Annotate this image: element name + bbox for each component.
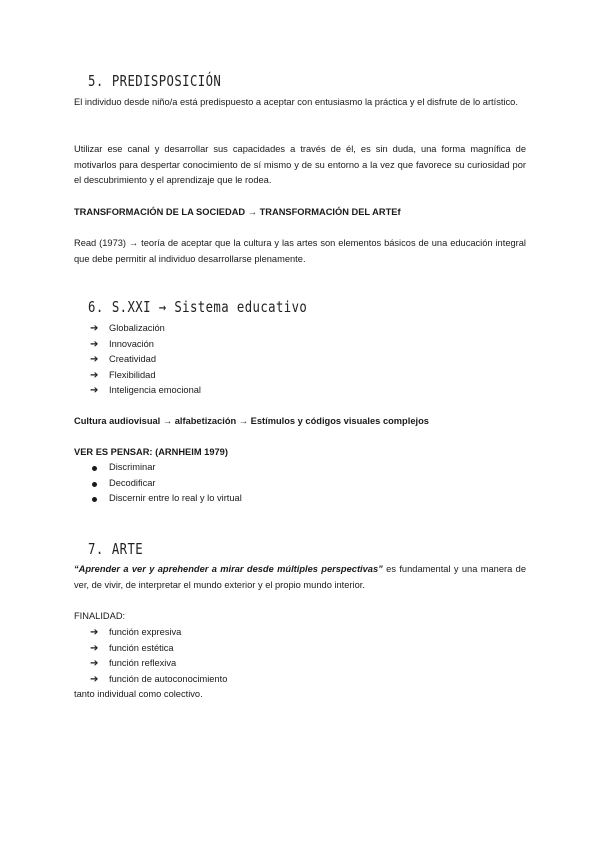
ver-es-pensar-list (90, 460, 242, 507)
list-item-label: función reflexiva (109, 658, 177, 668)
list-item-label: Decodificar (109, 477, 156, 488)
cultura-audiovisual-line: Cultura audiovisual → alfabetización → Estímulos y códigos visuales complejos (74, 416, 429, 426)
arrow-bullet-icon: ➔ (90, 673, 99, 685)
dot-bullet-icon (92, 497, 97, 502)
finalidad-label: FINALIDAD: (74, 611, 126, 621)
list-item-label: función estética (109, 642, 174, 653)
list-item-label: Inteligencia emocional (109, 385, 201, 395)
list-item (90, 460, 242, 476)
ver-es-pensar-heading: VER ES PENSAR: (ARNHEIM 1979) (74, 447, 228, 457)
section-7-number: 7. (88, 540, 104, 558)
arrow-bullet-icon: ➔ (90, 323, 99, 334)
read-paragraph: Read (1973) → teoría de aceptar que la cultura y las artes son elementos básicos de una educación integral que debe permitir al individuo desarrollarse plenamente. (74, 238, 526, 264)
list-item (90, 383, 201, 399)
transformacion-line: TRANSFORMACIÓN DE LA SOCIEDAD → TRANSFORMACIÓN DEL ARTEf (74, 207, 401, 217)
arte-paragraph (74, 562, 526, 593)
list-item-label: función de autoconocimiento (109, 673, 228, 684)
arrow-bullet-icon: ➔ (90, 658, 99, 669)
arte-quote: “Aprender a ver y aprehender a mirar desde múltiples perspectivas” (74, 564, 383, 574)
list-item (90, 368, 201, 384)
section-5-paragraph-2: Utilizar ese canal y desarrollar sus capacidades a través de él, es sin duda, una forma magnífica de motivarlos para despertar conocimiento de sí mismo y de su entorno a la vez que favorece su curiosidad por el descubrimiento y el aprendizaje que le rodea. (74, 144, 526, 185)
section-5-paragraph-1: El individuo desde niño/a está predispuesto a aceptar con entusiasmo la práctica y el disfrute de lo artístico. (74, 97, 518, 107)
list-item (90, 656, 227, 672)
arrow-bullet-icon: ➔ (90, 385, 99, 396)
list-item (90, 321, 201, 337)
list-item (90, 337, 201, 353)
sistema-educativo-list (90, 321, 201, 399)
list-item (90, 352, 201, 368)
arrow-bullet-icon: ➔ (90, 642, 99, 654)
arrow-bullet-icon: ➔ (90, 338, 99, 350)
section-5-heading (88, 72, 221, 90)
list-item-label: función expresiva (109, 627, 182, 637)
section-5-title: PREDISPOSICIÓN (111, 72, 222, 90)
list-item-label: Discernir entre lo real y lo virtual (109, 493, 242, 503)
list-item (90, 476, 242, 492)
section-6-number: 6. (88, 298, 104, 316)
list-item-label: Innovación (109, 338, 154, 349)
arrow-bullet-icon: ➔ (90, 627, 99, 638)
section-6-heading (88, 298, 307, 316)
section-6-title: S.XXI → Sistema educativo (111, 298, 308, 316)
section-5-number: 5. (88, 72, 104, 90)
list-item (90, 641, 227, 657)
closing-line: tanto individual como colectivo. (74, 689, 203, 699)
arte-paragraph-rest: es fundamental y una manera de ver, de vivir, de interpretar el mundo exterior y el propio mundo interior. (74, 564, 526, 590)
list-item-label: Discriminar (109, 462, 156, 472)
list-item-label: Globalización (109, 323, 165, 333)
list-item-label: Creatividad (109, 354, 157, 364)
arrow-bullet-icon: ➔ (90, 369, 99, 381)
list-item (90, 672, 227, 688)
list-item (90, 625, 227, 641)
section-7-title: ARTE (111, 540, 144, 558)
arrow-bullet-icon: ➔ (90, 354, 99, 365)
dot-bullet-icon (92, 482, 97, 487)
list-item-label: Flexibilidad (109, 369, 156, 380)
list-item (90, 491, 242, 507)
section-7-heading (88, 540, 143, 558)
dot-bullet-icon (92, 466, 97, 471)
finalidad-list (90, 625, 227, 687)
